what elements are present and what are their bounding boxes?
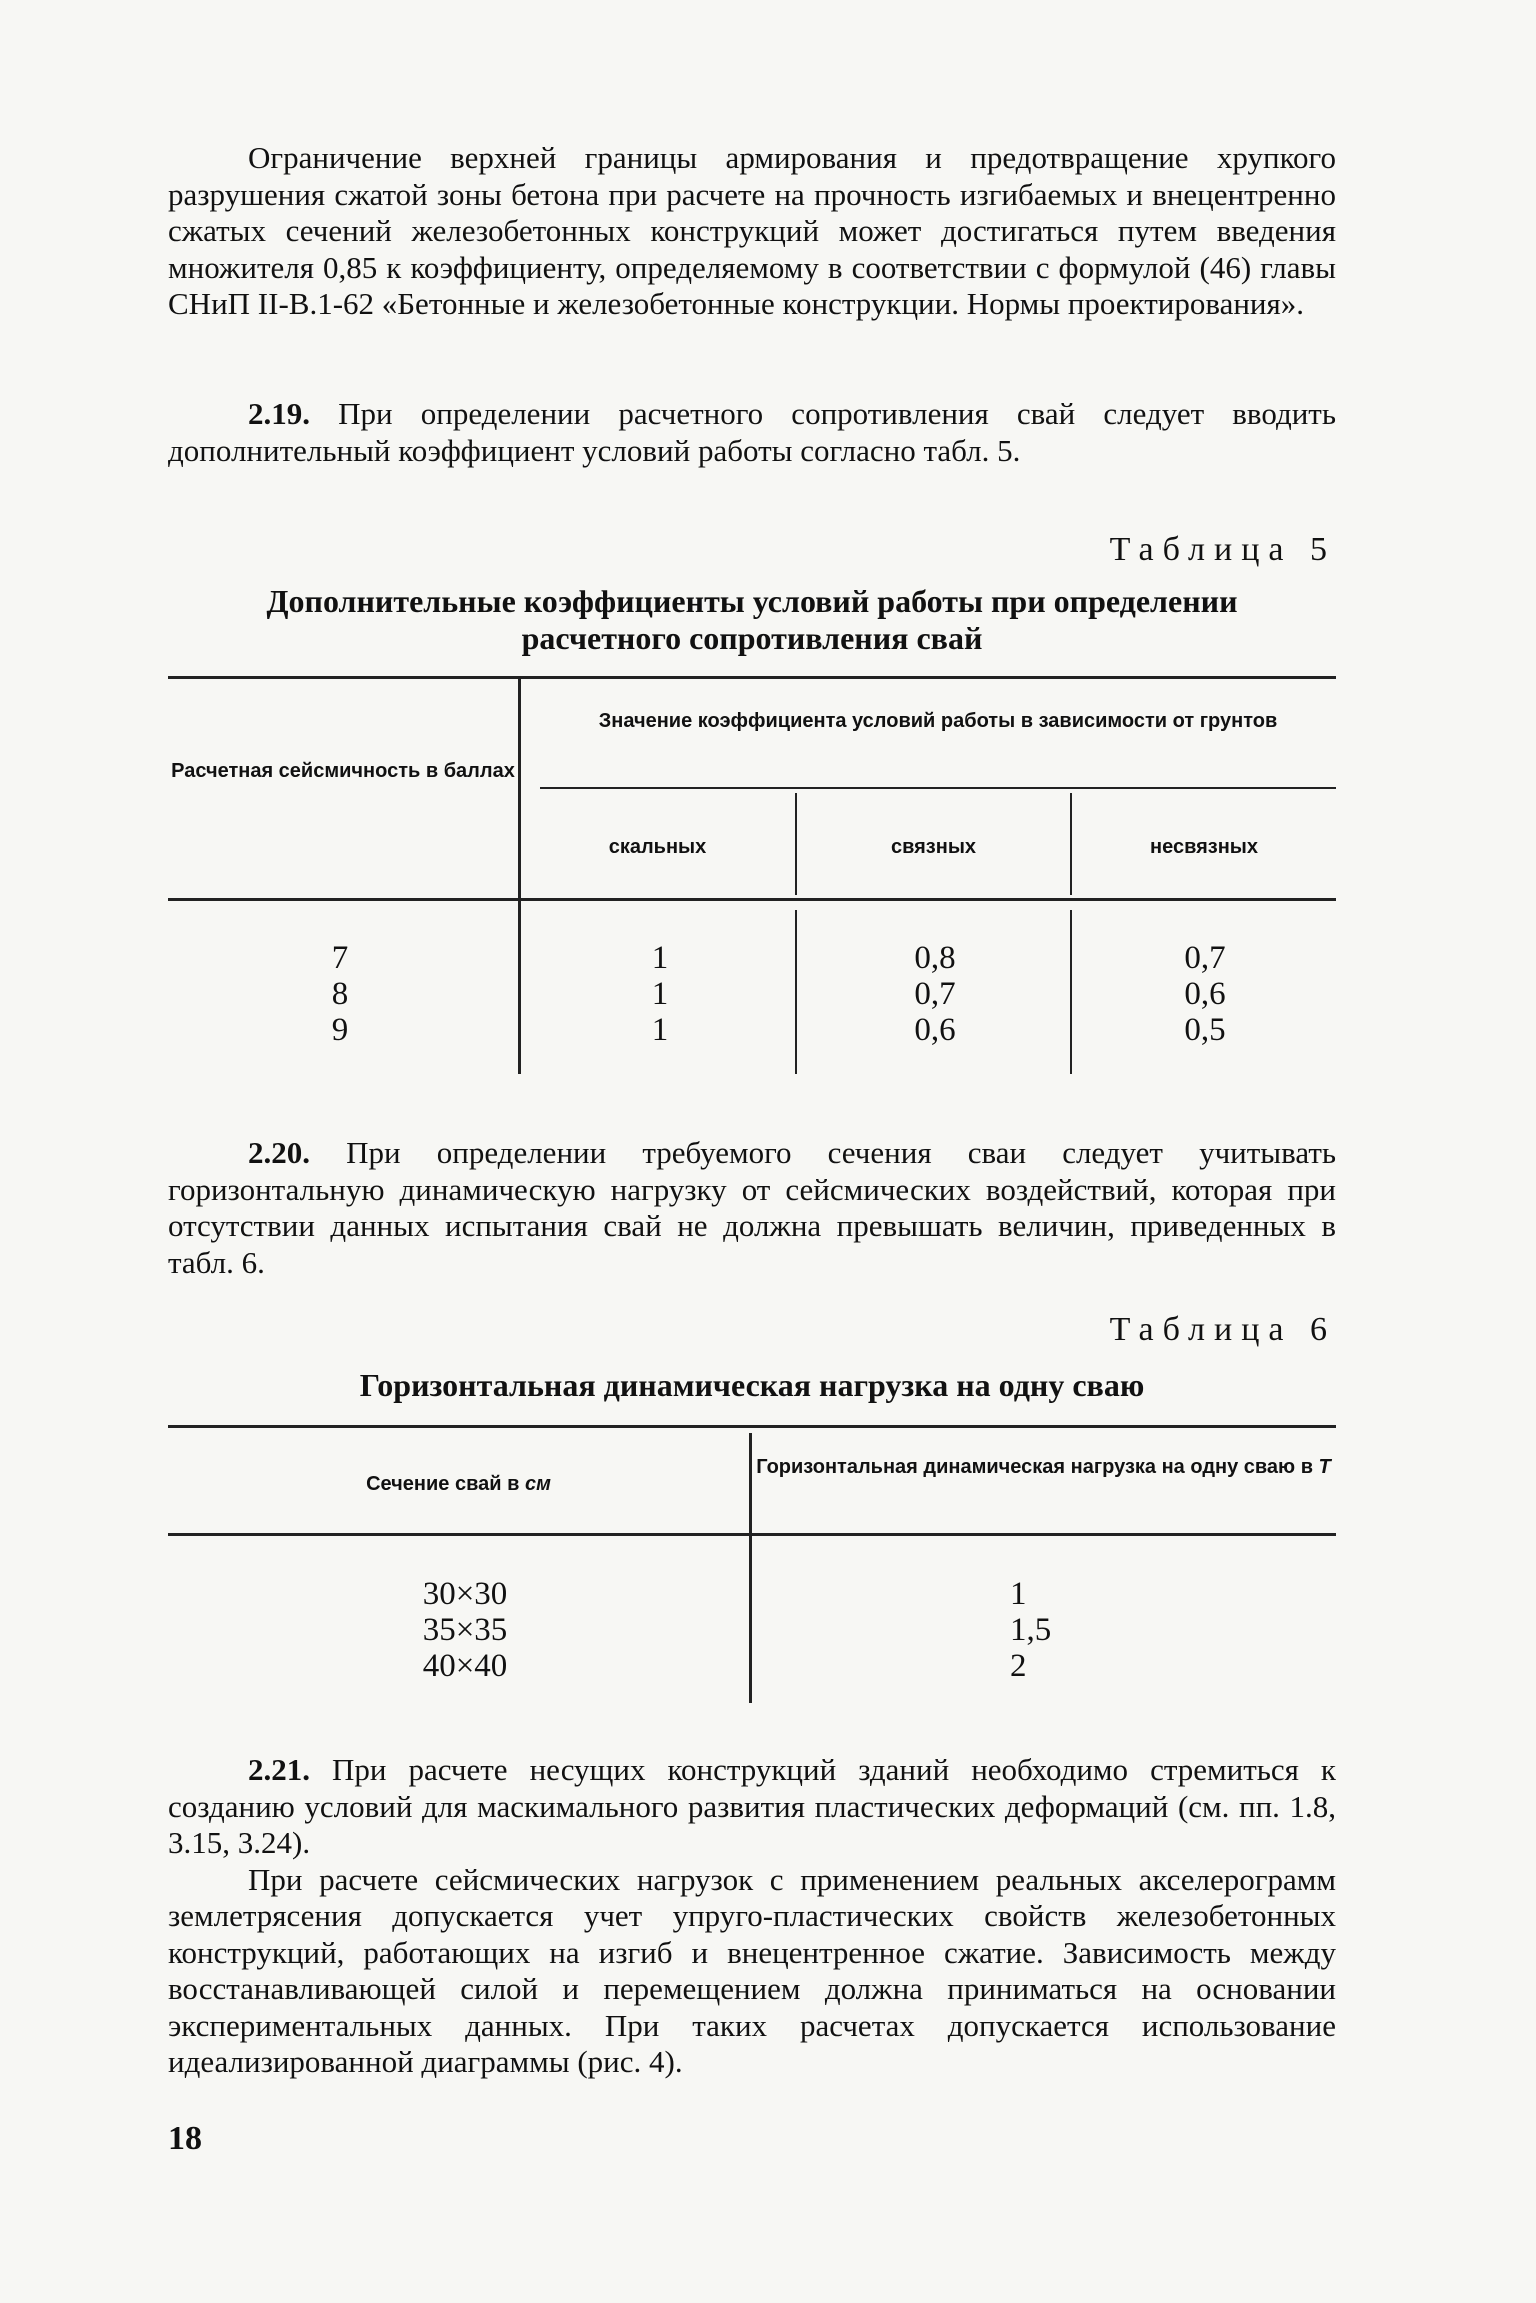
section-2-19-block xyxy=(168,396,1336,469)
table-5-cohesive-8: 0,7 xyxy=(914,976,956,1012)
table-6-load-1: 1 xyxy=(1010,1576,1027,1612)
table-6-header-load-unit: Т xyxy=(1318,1456,1331,1478)
section-2-19-paragraph xyxy=(168,396,1336,469)
table-6-header-section xyxy=(168,1473,749,1496)
table-5-seismic-7: 7 xyxy=(331,940,349,976)
table-5-noncohesive-col xyxy=(1150,940,1260,1048)
table-5-seismic-8: 8 xyxy=(331,976,349,1012)
table-5-divider-left xyxy=(518,676,521,1074)
intro-paragraph-block xyxy=(168,140,1336,323)
table-5-title xyxy=(168,583,1336,657)
final-paragraph: При расчете сейсмических нагрузок с применением реальных акселерограмм землетрясения допускается учет упруго-пластических свойств железобетонных конструкций, работающих на изгиб и внецентренное сжатие. Зависимость между восстанавливающей силой и перемещением должна приниматься на основании экспериментальных данных. При таких расчетах допускается использование идеализированной диаграммы (рис. 4). xyxy=(168,1861,1336,2079)
table-5-top-rule xyxy=(168,676,1336,679)
table-5-body-divider-2 xyxy=(1070,910,1072,1074)
table-5-header-rule xyxy=(168,898,1336,901)
table-5-header-group: Значение коэффициента условий работы в зависимости от грунтов xyxy=(598,710,1278,732)
section-2-21-number: 2.21. xyxy=(248,1752,310,1787)
table-5-seismic-col xyxy=(300,940,380,1048)
section-2-21-block xyxy=(168,1752,1336,2081)
table-5-cohesive-7: 0,8 xyxy=(914,940,956,976)
table-5-noncohesive-8: 0,6 xyxy=(1184,976,1226,1012)
section-2-21-text: При расчете несущих конструкций зданий необходимо стремиться к созданию условий для маскимального развития пластических деформаций (см. пп. 1.8, 3.15, 3.24). xyxy=(168,1752,1336,1860)
section-2-20-text: При определении требуемого сечения сваи следует учитывать горизонтальную динамическую нагрузку от сейсмических воздействий, которая при отсутствии данных испытания свай не должна превышать величин, приведенных в табл. 6. xyxy=(168,1135,1336,1280)
page-number: 18 xyxy=(168,2120,202,2157)
section-2-19-number: 2.19. xyxy=(248,396,310,431)
table-5-rocky-7: 1 xyxy=(651,940,669,976)
table-6-title: Горизонтальная динамическая нагрузка на одну сваю xyxy=(359,1367,1145,1403)
section-2-20-number: 2.20. xyxy=(248,1135,310,1170)
table-5-header-seismicity: Расчетная сейсмичность в баллах xyxy=(171,760,515,782)
table-5-noncohesive-7: 0,7 xyxy=(1184,940,1226,976)
table-6-section-1: 30×30 xyxy=(422,1576,508,1612)
table-6-header-rule xyxy=(168,1533,1336,1536)
table-6-load-3: 2 xyxy=(1010,1648,1027,1684)
table-5-title-line1: Дополнительные коэффициенты условий работы при определении xyxy=(266,583,1238,619)
section-2-21-paragraph xyxy=(168,1752,1336,1862)
table-5-label: Таблица 5 xyxy=(1109,531,1336,568)
table-6-section-col xyxy=(390,1576,540,1684)
table-6-header-section-unit: см xyxy=(524,1473,551,1495)
table-6-top-rule xyxy=(168,1425,1336,1428)
table-6-header-section-text: Сечение свай в xyxy=(366,1473,525,1495)
table-5-seismic-9: 9 xyxy=(331,1012,349,1048)
section-2-20-block xyxy=(168,1135,1336,1281)
table-5-cohesive-9: 0,6 xyxy=(914,1012,956,1048)
section-2-20-paragraph xyxy=(168,1135,1336,1281)
table-6-section-3: 40×40 xyxy=(422,1648,508,1684)
table-5-noncohesive-9: 0,5 xyxy=(1184,1012,1226,1048)
table-6-header-load-text: Горизонтальная динамическая нагрузка на одну сваю в xyxy=(756,1456,1319,1478)
table-5-col-rocky: скальных xyxy=(608,836,707,858)
table-6-section-2: 35×35 xyxy=(422,1612,508,1648)
table-5-body-divider-1 xyxy=(795,910,797,1074)
intro-paragraph: Ограничение верхней границы армирования и предотвращение хрупкого разрушения сжатой зоны бетона при расчете на прочность изгибаемых и внецентренно сжатых сечений железобетонных конструкций может достигаться путем введения множителя 0,85 к коэффициенту, определяемому в соответствии с формулой (46) главы СНиП II-В.1-62 «Бетонные и железобетонные конструкции. Нормы проектирования». xyxy=(168,140,1336,321)
section-2-19-text: При определении расчетного сопротивления свай следует вводить дополнительный коэффициент условий работы согласно табл. 5. xyxy=(168,396,1336,468)
table-5-cohesive-col xyxy=(880,940,990,1048)
table-6-load-2: 1,5 xyxy=(1010,1612,1052,1648)
table-6-load-col xyxy=(1010,1576,1100,1684)
table-5-col-cohesive: связных xyxy=(890,836,977,858)
table-6-header-load xyxy=(751,1456,1336,1479)
table-5-col-noncohesive: несвязных xyxy=(1150,836,1258,858)
table-5-rocky-9: 1 xyxy=(651,1012,669,1048)
table-5-rocky-8: 1 xyxy=(651,976,669,1012)
table-5-title-line2: расчетного сопротивления свай xyxy=(521,620,983,656)
table-6-label: Таблица 6 xyxy=(1109,1311,1336,1348)
table-5-group-rule xyxy=(540,787,1336,789)
table-5-rocky-col xyxy=(620,940,700,1048)
